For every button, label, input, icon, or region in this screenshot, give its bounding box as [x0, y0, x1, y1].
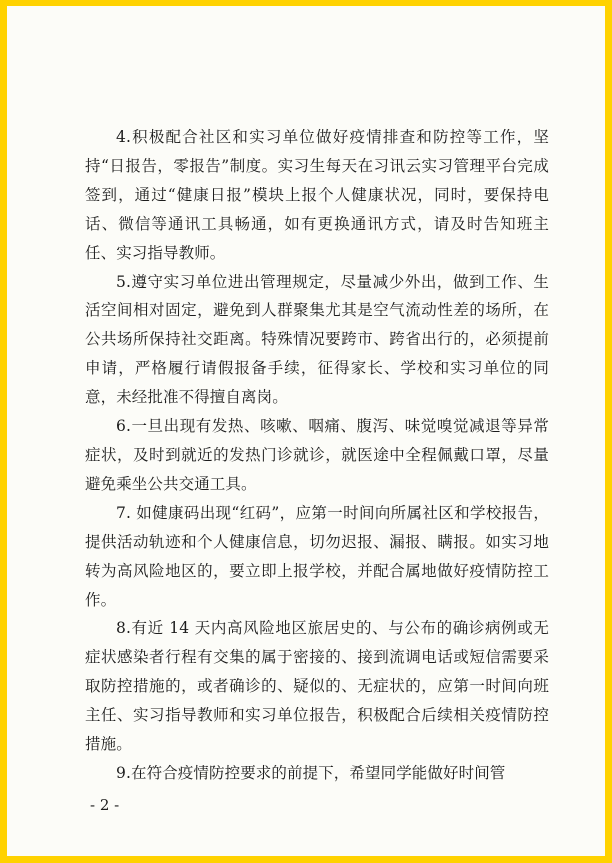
paragraph-6: 6.一旦出现有发热、咳嗽、咽痛、腹泻、味觉嗅觉减退等异常症状，及时到就近的发热门诊就诊，就医途中全程佩戴口罩，尽量避免乘坐公共交通工具。: [85, 417, 549, 493]
paragraph-5: 5.遵守实习单位进出管理规定，尽量减少外出，做到工作、生活空间相对固定，避免到人群聚集尤其是空气流动性差的场所，在公共场所保持社交距离。特殊情况要跨市、跨省出行的，必须提前申请，严格履行请假报备手续，征得家长、学校和实习单位的同意，未经批准不得擅自离岗。: [85, 272, 549, 407]
document-body: [85, 123, 549, 788]
paragraph-7: 7. 如健康码出现“红码”，应第一时间向所属社区和学校报告，提供活动轨迹和个人健康信息，切勿迟报、漏报、瞒报。如实习地转为高风险地区的，要立即上报学校，并配合属地做好疫情防控工作。: [85, 503, 549, 609]
page-number: - 2 -: [90, 796, 120, 814]
paragraph-4: 4.积极配合社区和实习单位做好疫情排查和防控等工作，坚持“日报告，零报告”制度。实习生每天在习讯云实习管理平台完成签到，通过“健康日报”模块上报个人健康状况，同时，要保持电话、微信等通讯工具畅通，如有更换通讯方式，请及时告知班主任、实习指导教师。: [85, 128, 549, 262]
paragraph-9: 9.在符合疫情防控要求的前提下，希望同学能做好时间管: [116, 763, 506, 782]
paragraph-8: 8.有近 14 天内高风险地区旅居史的、与公布的确诊病例或无症状感染者行程有交集的属于密接的、接到流调电话或短信需要采取防控措施的，或者确诊的、疑似的、无症状的，应第一时间向班主任、实习指导教师和实习单位报告，积极配合后续相关疫情防控措施。: [85, 619, 549, 754]
document-page: [7, 6, 605, 856]
